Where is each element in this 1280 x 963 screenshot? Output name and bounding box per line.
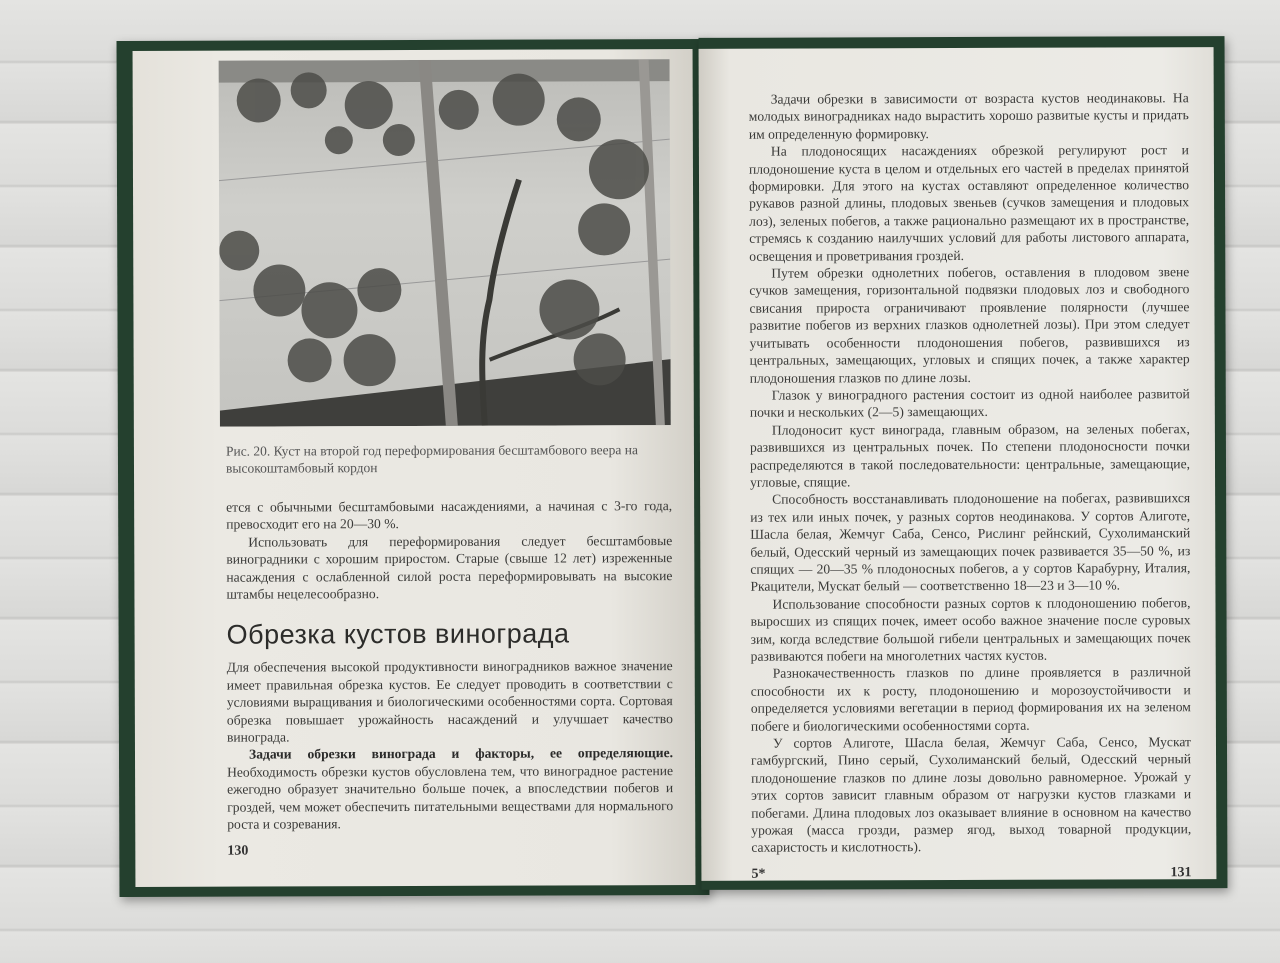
paragraph: ется с обычными бесштамбовыми насаждениями, а начиная с 3-го года, превосходит его на 20—30 %. — [226, 498, 673, 533]
subheading: Задачи обрезки винограда и факторы, ее определяющие. — [248, 745, 674, 763]
signature-mark: 5* — [751, 866, 766, 882]
section-text — [227, 658, 674, 834]
text-before-heading — [226, 497, 672, 603]
paragraph-with-subheading — [227, 745, 673, 834]
paragraph: Использовать для переформирования следует бесштамбовые виноградники с хорошим приростом. Старые (свыше 12 лет) изреженные насаждения с ослабленной силой роста переформировывать на высокие штамбы нецелесообразно. — [226, 532, 673, 602]
right-page-text — [749, 89, 1192, 856]
paragraph: У сортов Алиготе, Шасла белая, Жемчуг Саба, Сенсо, Мускат гамбургский, Пино серый, Сухолиманский белый, Одесский черный плодоношение глазков по длине лозы довольно равномерное. Урожай у этих сортов зависит главным образом от нагрузки кустов глазками и побегами. Длина плодовых лоз оказывает влияние в основном на качество урожая (масса грозди, размер ягод, выход товарной продукции, сахаристость и кислотность). — [751, 734, 1192, 856]
left-page-flow — [226, 441, 673, 859]
paragraph: Для обеспечения высокой продуктивности виноградников важное значение имеет правильная обрезка кустов. Ее следует проводить в соответствии с условиями выращивания и биологическими особенностями сорта. Сортовая обрезка повышает урожайность насаждений и улучшает качество винограда. — [226, 658, 673, 745]
paragraph: Плодоносит куст винограда, главным образом, на зеленых побегах, развившихся из центральных почек. По степени плодоносности почки распределяются в такой последовательности: центральные, замещающие, угловые, спящие. — [749, 420, 1191, 490]
left-page — [133, 49, 696, 887]
right-page — [699, 47, 1217, 881]
left-page-footer — [227, 842, 673, 860]
paragraph: Глазок у виноградного растения состоит из одной наиболее развитой почки и нескольких (2—5) замещающих. — [749, 386, 1190, 421]
grapevine-illustration — [219, 59, 671, 427]
section-heading: Обрезка кустов винограда — [226, 618, 570, 651]
paragraph: На плодоносящих насаждениях обрезкой регулируют рост и плодоношение куста в целом и отдельных его частей в пределах принятой формировки. Для этого на кустах оставляют определенное количество рукавов разной длины, плодовых звеньев (сучков замещения и плодовых лоз), зеленых побегов, а также рационально размещают их в пространстве, стремясь к созданию наилучших условий для работы листового аппарата, освещения и проветривания гроздей. — [748, 142, 1190, 264]
page-number-right: 131 — [1170, 865, 1192, 881]
paragraph: Использование способности разных сортов к плодоношению побегов, выросших из спящих почек, имеет особо важное значение после суровых зим, когда вследствие большой гибели центральных и замещающих почек развиваются побеги на многолетних частях кустов. — [750, 594, 1191, 664]
paragraph-text: Необходимость обрезки кустов обусловлена тем, что виноградное растение ежегодно образует значительно больше почек, а впоследствии побегов и гроздей, чем может обеспечить питательными веществами для нормального роста и созревания. — [227, 762, 674, 832]
page-number-left: 130 — [227, 843, 249, 859]
paragraph: Разнокачественность глазков по длине проявляется в различной способности их к росту, плодоношению и морозоустойчивости и определяется условиями вегетации в период формирования их на зеленом побеге и биологическими особенностями сорта. — [750, 664, 1191, 734]
figure-photo-grapevine — [219, 59, 671, 427]
paragraph: Путем обрезки однолетних побегов, оставления в плодовом звене сучков замещения, горизонтальной подвязки плодовых лоз и свободного свисания прироста ограничивают проявление полярности (лучшее развитие побегов из верхних глазков однолетней лозы). При этом следует учитывать особенности плодоношения побегов, развившихся из центральных, замещающих, угловых и спящих почек, а также характер плодоношения глазков по длине лозы. — [749, 264, 1190, 386]
paragraph: Задачи обрезки в зависимости от возраста кустов неодинаковы. На молодых виноградниках надо вырастить хорошо развитые кусты и придать им определенную формировку. — [748, 90, 1189, 142]
right-page-flow — [749, 89, 1192, 882]
paragraph: Способность восстанавливать плодоношение на побегах, развившихся из тех или иных почек, у разных сортов неодинакова. У сортов Алиготе, Шасла белая, Жемчуг Саба, Сенсо, Рислинг рейнский, Сухолиманский белый, Одесский черный из замещающих почек развивается 35—50 %, из спящих — 20—35 % плодоносных побегов, а у сортов Карабурну, Италия, Ркацители, Мускат белый — соответственно 18—23 и 3—10 %. — [750, 490, 1191, 595]
figure-caption: Рис. 20. Куст на второй год переформирования бесштамбового веера на высокоштамбовый кордон — [225, 442, 638, 476]
right-page-footer — [751, 865, 1191, 883]
